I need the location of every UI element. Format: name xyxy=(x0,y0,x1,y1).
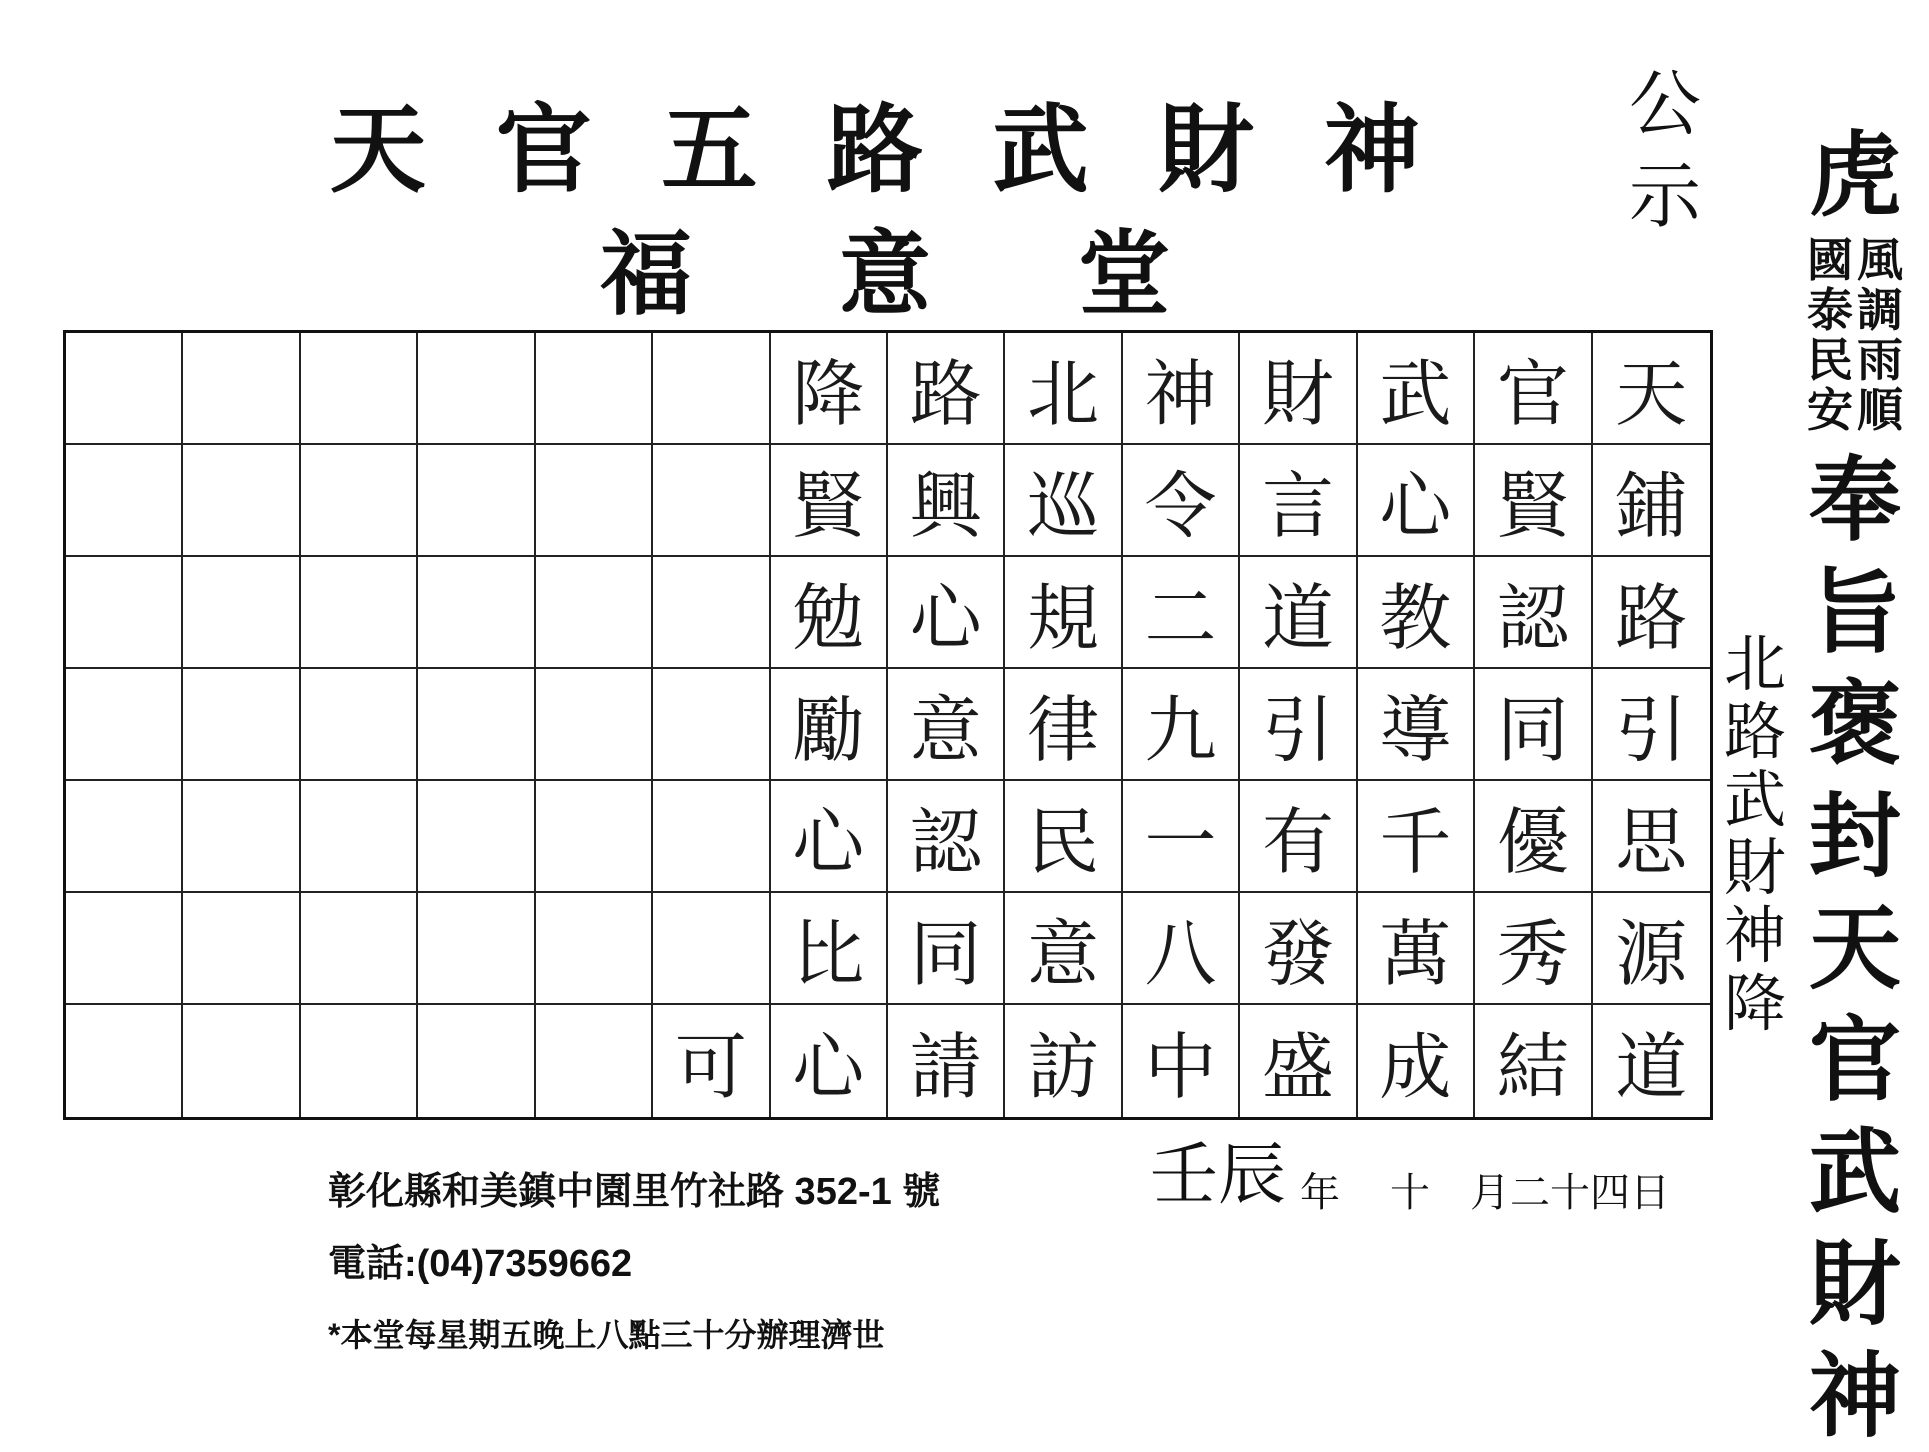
grid-cell: 心 xyxy=(771,781,888,893)
grid-cell xyxy=(66,445,183,557)
grid-cell xyxy=(183,557,300,669)
grid-cell xyxy=(183,445,300,557)
grid-cell: 千 xyxy=(1358,781,1475,893)
grid-cell xyxy=(653,445,770,557)
title-char: 財 xyxy=(1158,93,1255,206)
grid-cell: 勉 xyxy=(771,557,888,669)
decree-title-char: 奉 xyxy=(1808,446,1901,554)
grid-cell: 降 xyxy=(771,333,888,445)
grid-cell xyxy=(66,893,183,1005)
grid-cell xyxy=(653,781,770,893)
grid-cell xyxy=(536,445,653,557)
decree-title-char: 官 xyxy=(1808,1006,1901,1114)
grid-cell xyxy=(183,781,300,893)
grid-cell: 勵 xyxy=(771,669,888,781)
grid-cell: 律 xyxy=(1005,669,1122,781)
side-note-char: 財 xyxy=(1723,831,1786,904)
address-line: 彰化縣和美鎮中園里竹社路 352-1 號 xyxy=(328,1171,941,1213)
grid-cell: 心 xyxy=(888,557,1005,669)
grid-cell: 認 xyxy=(888,781,1005,893)
subtitle-char: 意 xyxy=(838,220,931,328)
grid-cell xyxy=(183,669,300,781)
grid-cell: 路 xyxy=(888,333,1005,445)
grid-cell xyxy=(536,557,653,669)
grid-cell: 源 xyxy=(1593,893,1710,1005)
temple-deity-title xyxy=(330,95,1420,205)
decree-title-char: 財 xyxy=(1808,1230,1901,1338)
decree-title-char: 旨 xyxy=(1808,558,1901,666)
grid-cell: 導 xyxy=(1358,669,1475,781)
grid-cell: 言 xyxy=(1240,445,1357,557)
grid-cell: 結 xyxy=(1475,1005,1592,1117)
grid-cell: 中 xyxy=(1123,1005,1240,1117)
date-part: 月二十四日 xyxy=(1470,1170,1670,1216)
message-grid xyxy=(63,330,1713,1120)
grid-cell: 意 xyxy=(1005,893,1122,1005)
grid-cell xyxy=(536,781,653,893)
side-note-char: 路 xyxy=(1723,695,1786,768)
grid-cell: 天 xyxy=(1593,333,1710,445)
title-char: 五 xyxy=(661,93,758,206)
phone-line: 電話:(04)7359662 xyxy=(328,1243,633,1285)
grid-cell xyxy=(301,445,418,557)
title-char: 天 xyxy=(330,93,426,206)
grid-cell: 八 xyxy=(1123,893,1240,1005)
decree-title-char: 封 xyxy=(1808,782,1901,890)
grid-cell xyxy=(183,893,300,1005)
notice-label-char: 公 xyxy=(1628,62,1701,146)
notice-label-char: 示 xyxy=(1628,154,1701,238)
notice-label xyxy=(1620,58,1710,242)
grid-cell: 九 xyxy=(1123,669,1240,781)
grid-cell xyxy=(66,333,183,445)
subtitle-char: 福 xyxy=(600,220,693,328)
date-part: 壬辰 xyxy=(1150,1136,1287,1215)
grid-cell: 萬 xyxy=(1358,893,1475,1005)
grid-cell xyxy=(418,893,535,1005)
blessing-char: 雨 xyxy=(1857,333,1903,387)
grid-cell: 二 xyxy=(1123,557,1240,669)
grid-cell: 鋪 xyxy=(1593,445,1710,557)
grid-cell: 民 xyxy=(1005,781,1122,893)
grid-cell: 北 xyxy=(1005,333,1122,445)
grid-cell: 意 xyxy=(888,669,1005,781)
grid-cell: 同 xyxy=(1475,669,1592,781)
decree-title xyxy=(1800,444,1910,1452)
date-part: 年 xyxy=(1300,1170,1340,1216)
grid-cell xyxy=(301,333,418,445)
grid-cell: 可 xyxy=(653,1005,770,1117)
grid-cell: 優 xyxy=(1475,781,1592,893)
grid-cell xyxy=(301,1005,418,1117)
grid-cell: 道 xyxy=(1240,557,1357,669)
grid-cell xyxy=(536,893,653,1005)
side-note-char: 降 xyxy=(1723,967,1786,1040)
grid-cell: 路 xyxy=(1593,557,1710,669)
grid-cell: 興 xyxy=(888,445,1005,557)
grid-cell: 比 xyxy=(771,893,888,1005)
grid-cell xyxy=(66,669,183,781)
date-part: 十 xyxy=(1390,1170,1430,1216)
grid-cell: 武 xyxy=(1358,333,1475,445)
grid-cell: 心 xyxy=(771,1005,888,1117)
grid-cell xyxy=(66,781,183,893)
grid-cell: 教 xyxy=(1358,557,1475,669)
grid-cell: 神 xyxy=(1123,333,1240,445)
title-char: 官 xyxy=(495,93,592,206)
decree-title-char: 神 xyxy=(1808,1342,1901,1450)
grid-cell: 成 xyxy=(1358,1005,1475,1117)
grid-cell xyxy=(418,781,535,893)
blessing-char: 國 xyxy=(1807,233,1853,287)
grid-cell: 有 xyxy=(1240,781,1357,893)
grid-cell: 財 xyxy=(1240,333,1357,445)
grid-cell: 官 xyxy=(1475,333,1592,445)
grid-cell xyxy=(653,669,770,781)
grid-cell: 秀 xyxy=(1475,893,1592,1005)
title-char: 武 xyxy=(992,93,1089,206)
grid-cell: 認 xyxy=(1475,557,1592,669)
decree-title-char: 天 xyxy=(1808,894,1901,1002)
grid-cell xyxy=(536,333,653,445)
blessing-char: 泰 xyxy=(1807,283,1853,337)
deity-descent-note xyxy=(1720,627,1790,1040)
grid-cell: 思 xyxy=(1593,781,1710,893)
subtitle-char: 堂 xyxy=(1077,220,1170,328)
grid-cell: 一 xyxy=(1123,781,1240,893)
grid-cell xyxy=(418,669,535,781)
decree-title-char: 褒 xyxy=(1808,670,1901,778)
temple-name xyxy=(600,222,1170,327)
grid-cell xyxy=(536,1005,653,1117)
grid-cell: 引 xyxy=(1240,669,1357,781)
side-note-char: 北 xyxy=(1723,627,1786,700)
grid-cell xyxy=(301,557,418,669)
grid-cell xyxy=(183,333,300,445)
grid-cell: 道 xyxy=(1615,1025,1688,1109)
grid-cell: 巡 xyxy=(1005,445,1122,557)
title-char: 神 xyxy=(1323,93,1420,206)
lunar-date xyxy=(1150,1136,1690,1218)
grid-cell: 盛 xyxy=(1240,1005,1357,1117)
grid-cell: 令 xyxy=(1123,445,1240,557)
decree-title-char: 武 xyxy=(1808,1118,1901,1226)
grid-cell: 請 xyxy=(888,1005,1005,1117)
grid-cell: 發 xyxy=(1240,893,1357,1005)
grid-cell xyxy=(418,445,535,557)
blessing-char: 順 xyxy=(1857,383,1903,437)
grid-cell xyxy=(418,333,535,445)
tiger-character: 虎 xyxy=(1808,121,1901,229)
side-note-char: 神 xyxy=(1723,899,1786,972)
grid-cell xyxy=(301,781,418,893)
grid-cell xyxy=(418,1005,535,1117)
grid-cell: 引 xyxy=(1593,669,1710,781)
grid-cell xyxy=(301,669,418,781)
grid-cell xyxy=(66,557,183,669)
grid-cell: 訪 xyxy=(1005,1005,1122,1117)
grid-cell: 賢 xyxy=(771,445,888,557)
service-schedule-note: *本堂每星期五晚上八點三十分辦理濟世 xyxy=(328,1317,885,1353)
blessing-char: 風 xyxy=(1857,233,1903,287)
grid-cell xyxy=(418,557,535,669)
blessing-column xyxy=(1807,235,1853,435)
blessing-char: 民 xyxy=(1807,333,1853,387)
grid-cell: 心 xyxy=(1358,445,1475,557)
grid-cell xyxy=(183,1005,300,1117)
blessing-phrases xyxy=(1795,235,1915,435)
grid-cell: 同 xyxy=(888,893,1005,1005)
grid-cell: 賢 xyxy=(1475,445,1592,557)
blessing-char: 安 xyxy=(1807,383,1853,437)
grid-cell xyxy=(301,893,418,1005)
grid-cell xyxy=(653,557,770,669)
blessing-char: 調 xyxy=(1857,283,1903,337)
grid-cell xyxy=(653,893,770,1005)
grid-cell xyxy=(536,669,653,781)
blessing-column xyxy=(1857,235,1903,435)
grid-cell xyxy=(66,1005,183,1117)
grid-cell xyxy=(653,333,770,445)
side-note-char: 武 xyxy=(1723,763,1786,836)
title-char: 路 xyxy=(826,93,923,206)
grid-cell: 規 xyxy=(1005,557,1122,669)
